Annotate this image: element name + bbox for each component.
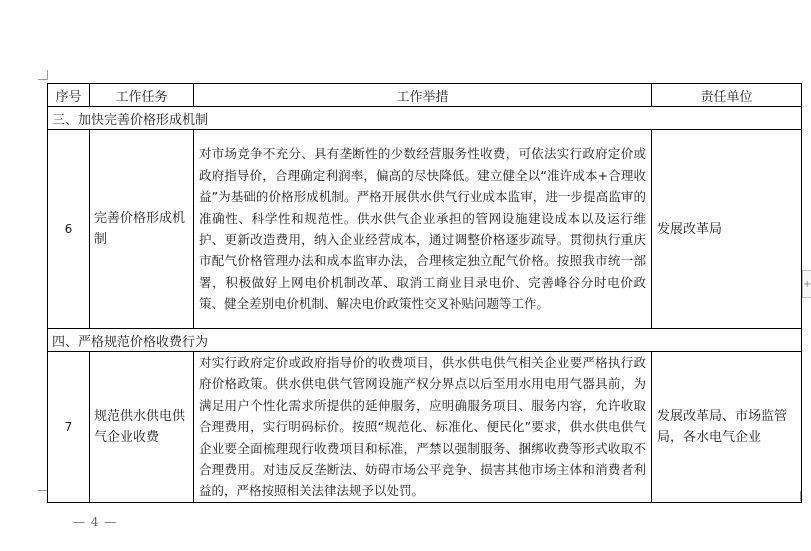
header-task: 工作任务 [90,84,194,107]
section-title: 四、严格规范价格收费行为 [48,329,802,352]
table-row [48,352,802,503]
header-unit: 责任单位 [652,84,802,107]
row-measures: 对市场竞争不充分、具有垄断性的少数经营服务性收费，可依法实行政府定价或政府指导价，合理确定利润率，偏高的尽快降低。建立健全以“准许成本+合理收益”为基础的价格形成机制。严格开展供水供气行业成本监审，进一步提高监审的准确性、科学性和规范性。供水供气企业承担的管网设施建设成本以及运行维护、更新改造费用，纳入企业经营成本，通过调整价格逐步疏导。贯彻执行重庆市配气价格管理办法和成本监审办法，合理核定独立配气价格。按照我市统一部署，积极做好上网电价机制改革、取消工商业目录电价、完善峰谷分时电价政策、健全差别电价机制、解决电价政策性交叉补贴问题等工作。 [194,130,652,329]
row-number: 6 [48,130,90,329]
row-unit: 发展改革局 [652,130,802,329]
crop-mark-top-left-v [47,70,48,80]
section-row [48,329,802,352]
table-header-row [48,84,802,107]
row-unit: 发展改革局、市场监管局，各水电气企业 [652,352,802,503]
page-side-tab[interactable]: + [802,270,811,298]
row-task: 完善价格形成机制 [90,130,194,329]
section-title: 三、加快完善价格形成机制 [48,107,802,130]
row-measures: 对实行政府定价或政府指导价的收费项目，供水供电供气相关企业要严格执行政府价格政策。供水供电供气管网设施产权分界点以后至用水用电用气器具前，为满足用户个性化需求所提供的延伸服务，应明确服务项目、服务内容，允许收取合理费用，实行明码标价。按照“规范化、标准化、便民化”要求，供水供电供气企业要全面梳理现行收费项目和标准，严禁以强制服务、捆绑收费等形式收取不合理费用。对违反反垄断法、妨碍市场公平竞争、损害其他市场主体和消费者利益的，严格按照相关法律法规予以处罚。 [194,352,652,503]
header-measures: 工作举措 [194,84,652,107]
section-row [48,107,802,130]
work-plan-table [47,83,802,503]
row-task: 规范供水供电供气企业收费 [90,352,194,503]
table-row [48,130,802,329]
row-number: 7 [48,352,90,503]
page-number: — 4 — [73,515,118,529]
header-number: 序号 [48,84,90,107]
